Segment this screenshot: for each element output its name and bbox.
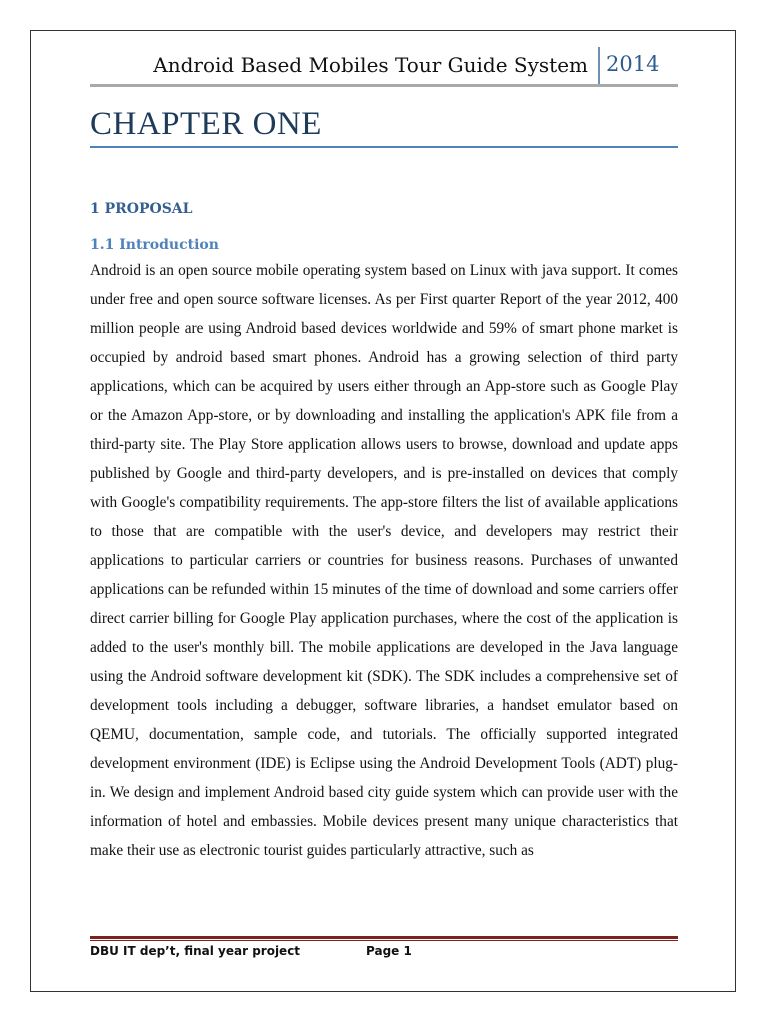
header-rule [90, 84, 678, 87]
footer-rule-thin [90, 940, 678, 941]
header-year: 2014 [606, 52, 660, 76]
subsection-heading: 1.1 Introduction [90, 237, 219, 253]
body-paragraph: Android is an open source mobile operating system based on Linux with java support. It comes under free and open source software licenses. As per First quarter Report of the year 2012, 400 million people are using Android based devices worldwide and 59% of smart phone market is occupied by android based smart phones. Android has a growing selection of third party applications, which can be acquired by users either through an App-store such as Google Play or the Amazon App-store, or by downloading and installing the application's APK file from a third-party site. The Play Store application allows users to browse, download and update apps published by Google and third-party developers, and is pre-installed on devices that comply with Google's compatibility requirements. The app-store filters the list of available applications to those that are compatible with the user's device, and developers may restrict their applications to particular carriers or countries for business reasons. Purchases of unwanted applications can be refunded within 15 minutes of the time of download and some carriers offer direct carrier billing for Google Play application purchases, where the cost of the application is added to the user's monthly bill. The mobile applications are developed in the Java language using the Android software development kit (SDK). The SDK includes a comprehensive set of development tools including a debugger, software libraries, a handset emulator based on QEMU, documentation, sample code, and tutorials. The officially supported integrated development environment (IDE) is Eclipse using the Android Development Tools (ADT) plug-in. We design and implement Android based city guide system which can provide user with the information of hotel and embassies. Mobile devices present many unique characteristics that make their use as electronic tourist guides particularly attractive, such as [90, 262, 678, 859]
footer-rule [90, 936, 678, 939]
footer-page-number: Page 1 [366, 944, 412, 958]
chapter-title: CHAPTER ONE [90, 106, 322, 142]
header-divider [598, 47, 600, 87]
footer-project-label: DBU IT dep’t, final year project [90, 944, 301, 958]
header-title: Android Based Mobiles Tour Guide System [153, 53, 588, 77]
running-header [90, 47, 678, 87]
section-heading: 1 PROPOSAL [90, 201, 193, 217]
chapter-rule [90, 146, 678, 148]
